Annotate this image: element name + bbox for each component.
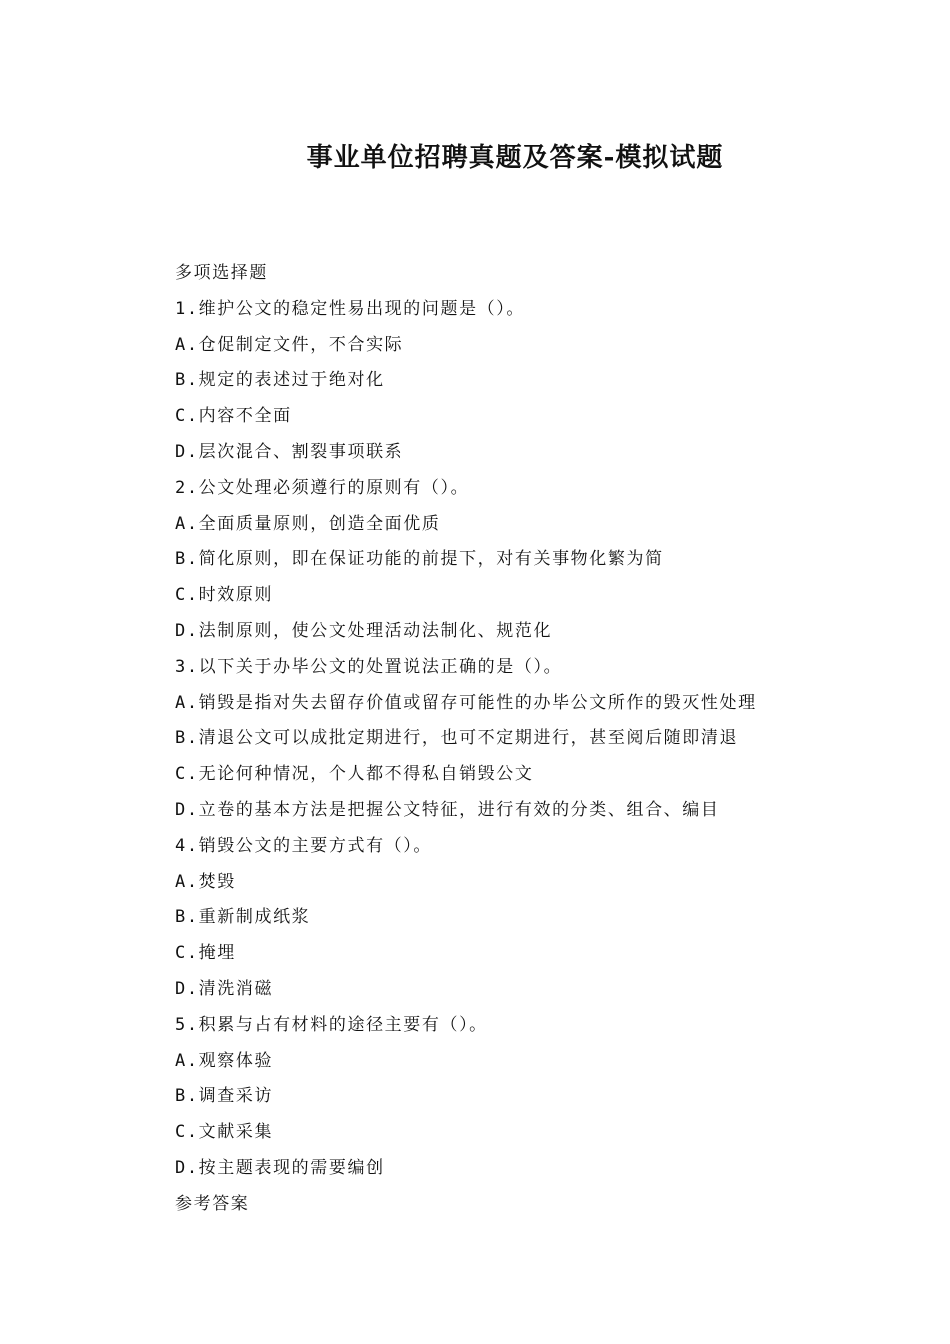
question-3: 3.以下关于办毕公文的处置说法正确的是（）。: [175, 656, 563, 677]
question-2-option-d: D.法制原则，使公文处理活动法制化、规范化: [175, 620, 553, 641]
question-2-option-b: B.简化原则，即在保证功能的前提下，对有关事物化繁为简: [175, 549, 664, 570]
document-title: 事业单位招聘真题及答案-模拟试题: [306, 143, 724, 173]
answer-heading: 参考答案: [175, 1193, 250, 1214]
question-5: 5.积累与占有材料的途径主要有（）。: [175, 1014, 488, 1035]
question-1-option-a: A.仓促制定文件，不合实际: [175, 334, 404, 355]
question-5-option-b: B.调查采访: [175, 1086, 274, 1107]
question-4-option-a: A.焚毁: [175, 871, 236, 892]
question-1-option-d: D.层次混合、割裂事项联系: [175, 441, 404, 462]
question-2-option-a: A.全面质量原则，创造全面优质: [175, 513, 441, 534]
question-5-option-d: D.按主题表现的需要编创: [175, 1157, 385, 1178]
question-3-option-d: D.立卷的基本方法是把握公文特征，进行有效的分类、组合、编目: [175, 799, 720, 820]
question-5-option-a: A.观察体验: [175, 1050, 274, 1071]
question-1-option-b: B.规定的表述过于绝对化: [175, 370, 385, 391]
question-2: 2.公文处理必须遵行的原则有（）。: [175, 477, 470, 498]
question-1-option-c: C.内容不全面: [175, 406, 292, 427]
question-4: 4.销毁公文的主要方式有（）。: [175, 835, 432, 856]
question-1: 1.维护公文的稳定性易出现的问题是（）。: [175, 298, 525, 319]
question-4-option-c: C.掩埋: [175, 943, 236, 964]
question-2-option-c: C.时效原则: [175, 585, 274, 606]
section-heading: 多项选择题: [175, 263, 268, 283]
question-4-option-b: B.重新制成纸浆: [175, 907, 311, 928]
question-4-option-d: D.清洗消磁: [175, 978, 274, 999]
question-3-option-c: C.无论何种情况，个人都不得私自销毁公文: [175, 764, 534, 785]
question-3-option-b: B.清退公文可以成批定期进行，也可不定期进行，甚至阅后随即清退: [175, 728, 739, 749]
question-5-option-c: C.文献采集: [175, 1122, 274, 1143]
document-body: [175, 262, 895, 1229]
question-3-option-a: A.销毁是指对失去留存价值或留存可能性的办毕公文所作的毁灭性处理: [175, 692, 757, 713]
